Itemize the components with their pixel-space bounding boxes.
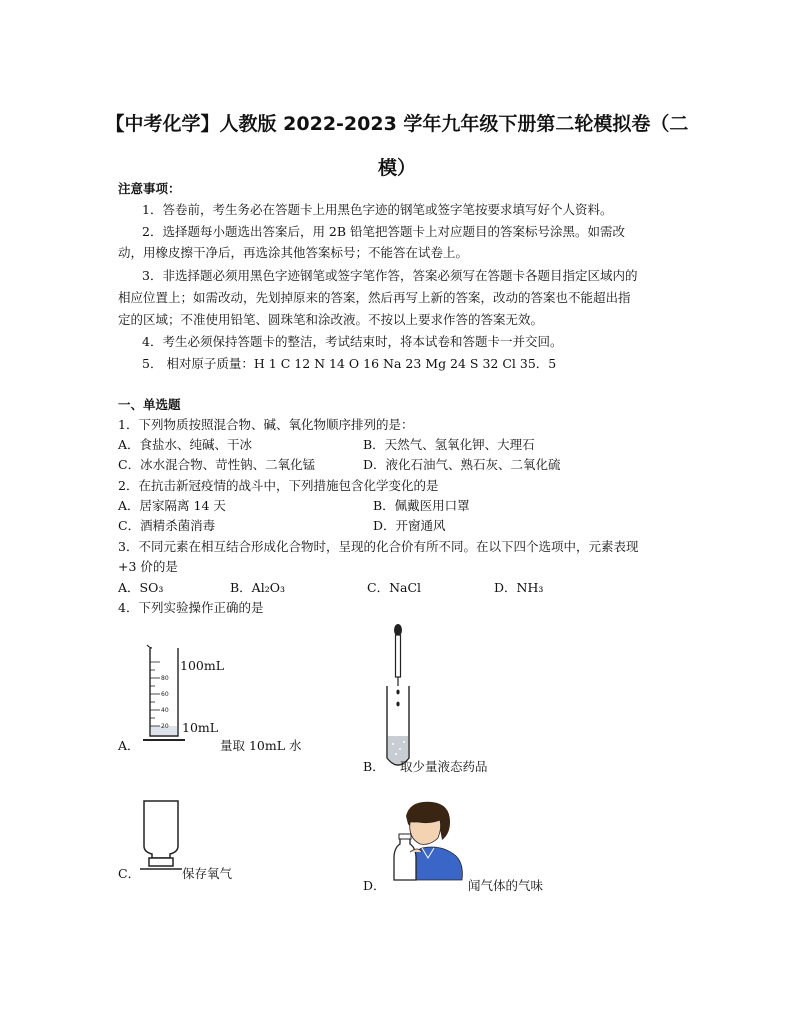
tick-label: 80: [161, 675, 169, 682]
option-d: D．开窗通风: [373, 518, 446, 533]
tick-label: 20: [161, 723, 169, 730]
notice-item: 5． 相对原子质量：H 1 C 12 N 14 O 16 Na 23 Mg 24 S 32 Cl 35．5: [142, 356, 557, 371]
notice-item: 3．非选择题必须用黑色字迹钢笔或签字笔作答，答案必须写在答题卡各题目指定区域内的: [142, 268, 638, 283]
option-d: D．液化石油气、熟石灰、二氧化硫: [363, 457, 561, 472]
notice-item: 定的区域；不准使用铅笔、圆珠笔和涂改液。不按以上要求作答的答案无效。: [118, 312, 544, 327]
page-title: 【中考化学】人教版 2022-2023 学年九年级下册第二轮模拟卷（二模）: [105, 113, 689, 179]
question-stem: 1．下列物质按照混合物、碱、氧化物顺序排列的是：: [118, 417, 414, 432]
notice-heading: 注意事项：: [118, 181, 181, 196]
tick-label: 40: [161, 707, 169, 714]
section-heading: 一、单选题: [118, 397, 181, 412]
dropper-test-tube-figure: [378, 622, 418, 772]
option-d: D．NH₃: [494, 580, 544, 595]
notice-item: 2．选择题每小题选出答案后，用 2B 铅笔把答题卡上对应题目的答案标号涂黑。如需改: [142, 224, 626, 239]
option-b-caption: 取少量液态药品: [400, 759, 488, 774]
question-stem: 3．不同元素在相互结合形成化合物时，呈现的化合价有所不同。在以下四个选项中，元素表现: [118, 539, 639, 554]
question-stem: 2．在抗击新冠疫情的战斗中，下列措施包含化学变化的是: [118, 478, 439, 493]
person-smelling-gas-figure: [384, 798, 466, 882]
tick-label: 60: [161, 691, 169, 698]
notice-item: 1．答卷前，考生务必在答题卡上用黑色字迹的钢笔或签字笔按要求填写好个人资料。: [142, 202, 613, 217]
option-a-caption: 量取 10mL 水: [220, 738, 302, 753]
option-a-letter: A．: [118, 738, 140, 753]
option-a: A．食盐水、纯碱、干冰: [118, 437, 253, 452]
cylinder-capacity-label: 100mL: [180, 658, 225, 673]
notice-item: 动，用橡皮擦干净后，再选涂其他答案标号；不能答在试卷上。: [118, 245, 469, 260]
question-stem-cont: +3 价的是: [118, 559, 178, 574]
option-d-letter: D．: [363, 878, 386, 893]
question-stem: 4．下列实验操作正确的是: [118, 600, 264, 615]
inverted-gas-bottle-figure: [136, 798, 186, 870]
option-c-letter: C．: [118, 866, 141, 881]
option-c: C．NaCl: [367, 580, 422, 595]
notice-item: 相应位置上；如需改动，先划掉原来的答案，然后再写上新的答案，改动的答案也不能超出指: [118, 290, 631, 305]
option-c: C．酒精杀菌消毒: [118, 518, 216, 533]
option-b-letter: B．: [363, 759, 385, 774]
option-b: B．Al₂O₃: [230, 580, 285, 595]
notice-item: 4．考生必须保持答题卡的整洁，考试结束时，将本试卷和答题卡一并交回。: [142, 334, 563, 349]
option-c-caption: 保存氧气: [182, 866, 233, 881]
option-d-caption: 闻气体的气味: [468, 878, 544, 893]
option-c: C．冰水混合物、苛性钠、二氧化锰: [118, 457, 316, 472]
cylinder-min-label: 10mL: [182, 720, 219, 735]
option-a: A．SO₃: [118, 580, 164, 595]
option-b: B．天然气、氢氧化钾、大理石: [363, 437, 535, 452]
option-b: B．佩戴医用口罩: [373, 498, 470, 513]
option-a: A．居家隔离 14 天: [118, 498, 226, 513]
